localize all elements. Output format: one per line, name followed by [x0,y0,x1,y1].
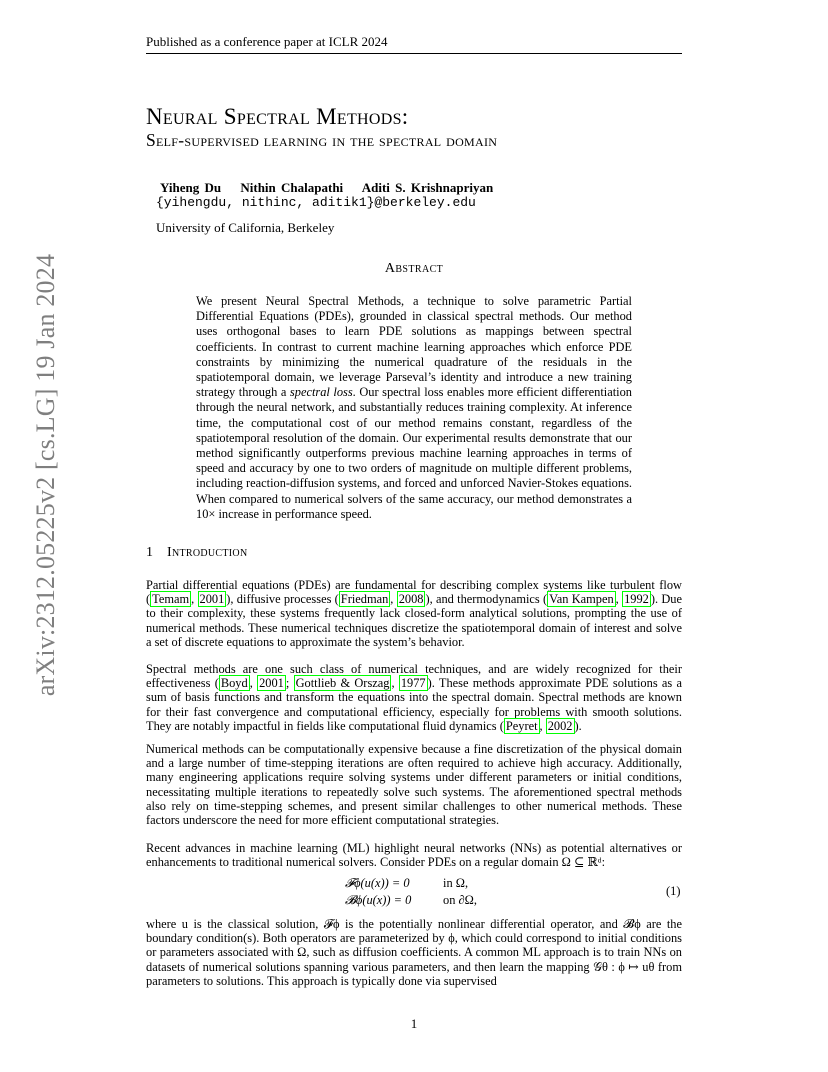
citation-link[interactable]: Friedman [340,592,389,607]
equation-row-2 [345,892,477,909]
citation-link[interactable]: 1977 [400,676,426,691]
text: ). [574,718,582,733]
text: , [391,676,399,691]
citation-link[interactable]: Gottlieb & Orszag [295,676,390,691]
equation-number: (1) [666,884,681,898]
citation-link[interactable]: 2001 [259,676,284,691]
arxiv-identifier: arXiv:2312.05225v2 [cs.LG] 19 Jan 2024 [31,253,60,697]
text: , [539,718,546,733]
text: ). Due to their complexity, these systems frequently lack closed-form analytical solutions, prompting the use of numerical methods. These numerical techniques discretize the spatiotemporal domain of interest and solve a set of discrete equations to approximate the system’s behavior. [146,592,682,649]
text: ), diffusive processes ( [226,592,339,607]
citation-link[interactable]: Peyret [505,718,538,733]
text: Partial differential equations (PDEs) are fundamental for describing complex systems like turbulent flow ( [146,578,682,607]
citation-link[interactable]: 2001 [199,592,225,607]
intro-paragraph-4: Recent advances in machine learning (ML) highlight neural networks (NNs) as potential alternatives or enhancements to traditional numerical solvers. Consider PDEs on a regular domain Ω ⊆ ℝᵈ: [146,841,682,870]
paper-title-line1: Neural Spectral Methods: [146,104,409,129]
citation-link[interactable]: Van Kampen [549,592,614,607]
intro-paragraph-2 [146,662,682,733]
abstract-heading: Abstract [384,261,444,276]
abstract-text-b: . Our spectral loss enables more efficient differentiation through the neural network, and substantially reduces training complexity. At inference time, the computational cost of our method remains constant, regardless of the spatiotemporal resolution of the domain. Our experimental results demonstrate that our method significantly outperforms previous machine learning approaches in terms of speed and accuracy by one to two orders of magnitude on multiple different problems, including reaction-diffusion systems, and forced and unforced Navier-Stokes equations. When compared to numerical solvers of the same accuracy, our method demonstrates a 10× increase in performance speed. [196,385,632,521]
equation-lhs: 𝓑ϕ(u(x)) = 0 [345,893,412,907]
text: ; [285,676,294,691]
text: , [191,592,198,607]
header-rule [146,53,682,54]
equation-rhs: in Ω, [443,876,469,890]
text: , [249,676,258,691]
citation-link[interactable]: 2002 [547,718,573,733]
running-header: Published as a conference paper at ICLR 2024 [146,34,388,49]
equation-rhs: on ∂Ω, [443,893,477,907]
author-1: Yiheng Du [160,180,222,195]
author-2: Nithin Chalapathi [240,180,344,195]
intro-paragraph-3: Numerical methods can be computationally expensive because a fine discretization of the physical domain and a large number of time-stepping iterations are often required to achieve high accuracy. Additionally, many engineering applications require solving systems under different parameters or initial conditions, necessitating multiple iterations to repeatedly solve such systems. The aforementioned spectral methods also rely on time-stepping schemes, and present similar challenges to other numerical methods. These factors underscore the need for more efficient computational strategies. [146,742,682,828]
page-number: 1 [410,1016,418,1031]
equation-lhs: 𝓕ϕ(u(x)) = 0 [345,876,410,890]
equation-row-1 [345,875,477,892]
author-emails: {yihengdu, nithinc, aditik1}@berkeley.edu [156,195,476,210]
arxiv-side-stamp [24,253,68,697]
equation-1 [345,875,477,909]
text: Spectral methods are one such class of numerical techniques, and are widely recognized for their effectiveness ( [146,662,682,691]
abstract-text-a: We present Neural Spectral Methods, a technique to solve parametric Partial Differential Equations (PDEs), grounded in classical spectral methods. Our method uses orthogonal bases to learn PDE solutions as mappings between spectral coefficients. In contrast to current machine learning approaches which enforce PDE constraints by minimizing the numerical quadrature of the residuals in the spatiotemporal domain, we leverage Parseval’s identity and introduce a new training strategy through a [196,294,632,400]
paper-title-line2: Self-supervised learning in the spectral domain [146,130,498,150]
text: , [390,592,397,607]
citation-link[interactable]: 1992 [624,592,649,607]
text: ), and thermodynamics ( [425,592,548,607]
text: , [615,592,623,607]
text: ). These methods approximate PDE solutions as a sum of basis functions and transform the equations into the spectral domain. Spectral methods are known for their fast convergence and computational efficiency, especially for problems with smooth solutions. They are notably impactful in fields like computational fluid dynamics ( [146,676,682,733]
author-3: Aditi S. Krishnapriyan [361,180,494,195]
intro-paragraph-1 [146,578,682,649]
section-heading [146,545,247,561]
intro-paragraph-5: where u is the classical solution, 𝓕ϕ is the potentially nonlinear differential operator, and 𝓑ϕ are the boundary condition(s). Both operators are parameterized by ϕ, which could correspond to initial conditions or parameters associated with Ω, such as diffusion coefficients. A common ML approach is to train NNs on datasets of numerical solutions spanning various parameters, and then learn the mapping 𝒢θ : ϕ ↦ uθ from parameters to solutions. This approach is typically done via supervised [146,917,682,988]
section-number: 1 [146,545,153,560]
citation-link[interactable]: Boyd [220,676,248,691]
author-list [160,180,507,196]
section-title: Introduction [167,545,248,560]
abstract-emphasis: spectral loss [289,385,353,400]
affiliation: University of California, Berkeley [156,220,335,235]
citation-link[interactable]: Temam [152,592,190,607]
citation-link[interactable]: 2008 [398,592,424,607]
abstract-body [196,294,632,522]
